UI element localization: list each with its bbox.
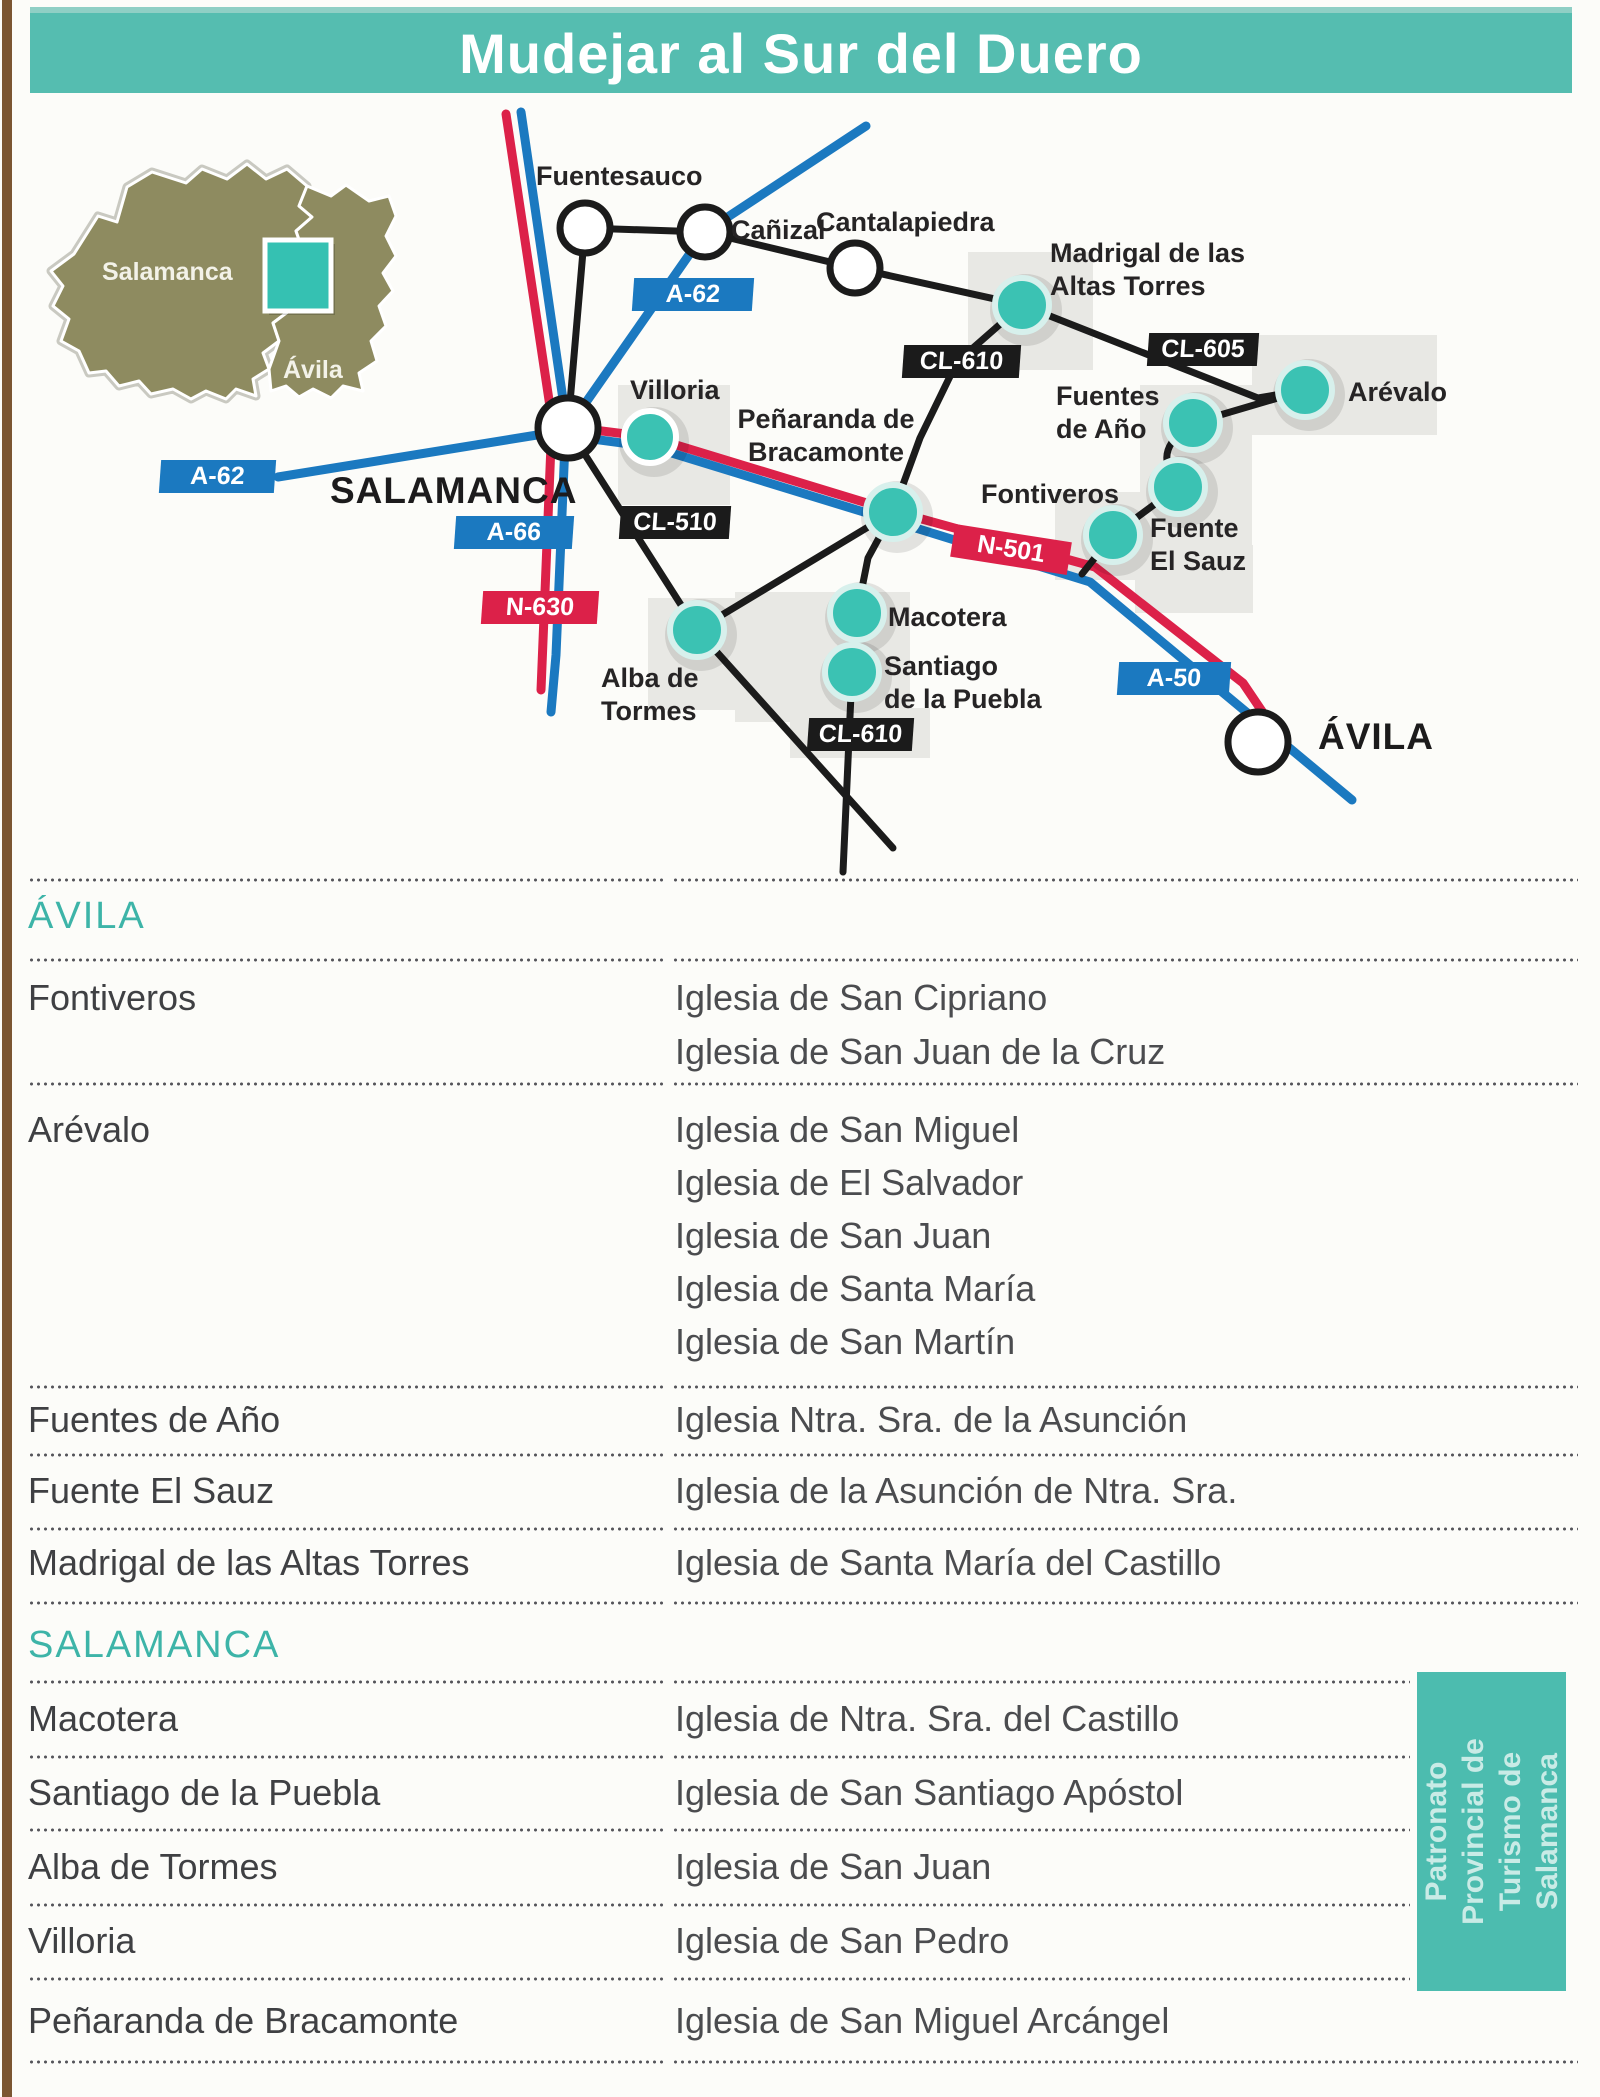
map-label-fuentes-line1: Fuentes bbox=[1056, 381, 1160, 411]
table-town-penaranda: Peñaranda de Bracamonte bbox=[28, 2000, 459, 2041]
divider bbox=[672, 958, 1578, 962]
table-town-fontiveros: Fontiveros bbox=[28, 977, 197, 1018]
map-label-madrigal-line2: Altas Torres bbox=[1050, 271, 1206, 301]
divider bbox=[28, 1453, 665, 1457]
divider bbox=[672, 1977, 1410, 1981]
map-label-sauz-line2: El Sauz bbox=[1150, 546, 1247, 576]
map-label-madrigal bbox=[1050, 237, 1245, 303]
page-title: Mudejar al Sur del Duero bbox=[459, 21, 1143, 85]
map-label-fuente-el-sauz bbox=[1150, 512, 1246, 578]
church-item: Iglesia Ntra. Sra. de la Asunción bbox=[675, 1399, 1188, 1440]
table-churches-madrigal bbox=[675, 1536, 1221, 1590]
map-node-fuentesauco bbox=[560, 203, 610, 253]
map-label-villoria: Villoria bbox=[630, 375, 720, 405]
table-churches-macotera bbox=[675, 1692, 1179, 1746]
church-item: Iglesia de San Juan bbox=[675, 1215, 992, 1256]
map-label-fuentesauco: Fuentesauco bbox=[536, 161, 703, 191]
map-node-penaranda bbox=[866, 485, 920, 539]
table-town-alba: Alba de Tormes bbox=[28, 1846, 278, 1887]
divider bbox=[672, 1601, 1578, 1605]
map-label-madrigal-line1: Madrigal de las bbox=[1050, 238, 1246, 268]
map-label-penaranda bbox=[736, 403, 916, 469]
divider bbox=[28, 1385, 665, 1389]
church-item: Iglesia de San Miguel Arcángel bbox=[675, 2000, 1170, 2041]
map-label-canizal: Cañizal bbox=[731, 215, 826, 245]
church-item: Iglesia de San Martín bbox=[675, 1321, 1016, 1362]
banner-line: Salamanca bbox=[1530, 1753, 1564, 1910]
divider bbox=[672, 1082, 1578, 1086]
church-item: Iglesia de San Pedro bbox=[675, 1920, 1010, 1961]
road-label-cl510: CL-510 bbox=[619, 506, 731, 539]
church-item: Iglesia de San Cipriano bbox=[675, 977, 1048, 1018]
table-town-villoria: Villoria bbox=[28, 1920, 136, 1961]
road-label-cl605: CL-605 bbox=[1147, 333, 1259, 366]
inset-highlight-square bbox=[265, 240, 331, 311]
map-label-penaranda-line2: Bracamonte bbox=[747, 437, 905, 467]
table-town-madrigal: Madrigal de las Altas Torres bbox=[28, 1542, 470, 1583]
table-churches-penaranda bbox=[675, 1994, 1169, 2048]
table-churches-fuentes-de-ano bbox=[675, 1393, 1187, 1447]
church-item: Iglesia de San Juan de la Cruz bbox=[675, 1031, 1166, 1072]
map-node-avila bbox=[1228, 712, 1288, 772]
banner-line: Patronato bbox=[1419, 1761, 1453, 1902]
table-town-arevalo: Arévalo bbox=[28, 1109, 151, 1150]
divider bbox=[28, 1082, 665, 1086]
divider bbox=[672, 1527, 1578, 1531]
map-label-penaranda-line1: Peñaranda de bbox=[737, 404, 915, 434]
map-label-alba-line1: Alba de bbox=[601, 663, 699, 693]
divider bbox=[28, 1903, 665, 1907]
road-label-a66: A-66 bbox=[454, 516, 574, 549]
map-label-fuentes-de-ano bbox=[1056, 380, 1160, 446]
church-item: Iglesia de Ntra. Sra. del Castillo bbox=[675, 1698, 1180, 1739]
map-node-fontiveros bbox=[1086, 508, 1140, 562]
map-node-fuentes-de-ano bbox=[1166, 396, 1220, 450]
map-label-avila-city: ÁVILA bbox=[1318, 716, 1434, 757]
road-label-a62-west: A-62 bbox=[159, 460, 276, 493]
map-label-alba-line2: Tormes bbox=[601, 696, 697, 726]
divider bbox=[28, 958, 665, 962]
map-label-arevalo: Arévalo bbox=[1348, 377, 1448, 407]
map-label-sauz-line1: Fuente bbox=[1150, 513, 1239, 543]
divider bbox=[672, 1385, 1578, 1389]
map-node-canizal bbox=[680, 207, 730, 257]
table-churches-alba bbox=[675, 1840, 991, 1894]
map-label-salamanca-city: SALAMANCA bbox=[330, 470, 578, 511]
map-node-santiago bbox=[825, 645, 879, 699]
church-item: Iglesia de la Asunción de Ntra. Sra. bbox=[675, 1470, 1238, 1511]
tourism-credit-text bbox=[1417, 1672, 1566, 1991]
divider bbox=[28, 878, 665, 882]
table-town-santiago: Santiago de la Puebla bbox=[28, 1772, 381, 1813]
map-label-santiago-line1: Santiago bbox=[884, 651, 999, 681]
church-item: Iglesia de Santa María bbox=[675, 1268, 1036, 1309]
divider bbox=[672, 1828, 1410, 1832]
table-churches-santiago bbox=[675, 1766, 1183, 1820]
tourism-credit-banner bbox=[1417, 1672, 1566, 1991]
table-churches-fuente-el-sauz bbox=[675, 1464, 1237, 1518]
map-node-alba bbox=[670, 603, 724, 657]
table-churches-arevalo bbox=[675, 1103, 1035, 1368]
divider bbox=[28, 1527, 665, 1531]
map-node-madrigal bbox=[995, 278, 1049, 332]
road-label-cl610-bottom: CL-610 bbox=[807, 718, 914, 751]
map-node-macotera bbox=[830, 586, 884, 640]
divider bbox=[672, 1680, 1410, 1684]
divider bbox=[672, 878, 1578, 882]
map-label-alba bbox=[601, 662, 699, 728]
divider bbox=[28, 1601, 665, 1605]
road-label-cl610-top: CL-610 bbox=[902, 345, 1021, 378]
road-label-a50: A-50 bbox=[1117, 662, 1231, 695]
map-label-macotera: Macotera bbox=[888, 602, 1007, 632]
map-label-santiago bbox=[884, 650, 1042, 716]
divider bbox=[672, 1903, 1410, 1907]
map-label-santiago-line2: de la Puebla bbox=[884, 684, 1042, 714]
church-item: Iglesia de Santa María del Castillo bbox=[675, 1542, 1222, 1583]
church-item: Iglesia de El Salvador bbox=[675, 1162, 1024, 1203]
banner-line: Turismo de bbox=[1493, 1751, 1527, 1912]
divider bbox=[28, 2060, 665, 2064]
divider bbox=[28, 1828, 665, 1832]
divider bbox=[28, 1977, 665, 1981]
divider bbox=[672, 1453, 1578, 1457]
divider bbox=[28, 1680, 665, 1684]
banner-line: Provincial de bbox=[1456, 1738, 1490, 1925]
inset-label-salamanca: Salamanca bbox=[102, 258, 233, 286]
table-town-macotera: Macotera bbox=[28, 1698, 179, 1739]
divider bbox=[672, 2060, 1578, 2064]
road-label-n501: N-501 bbox=[950, 524, 1072, 575]
map-node-fuente-el-sauz bbox=[1151, 460, 1205, 514]
divider bbox=[28, 1755, 665, 1759]
section-header-salamanca: SALAMANCA bbox=[28, 1624, 281, 1666]
map-node-arevalo bbox=[1278, 363, 1332, 417]
divider bbox=[672, 1755, 1410, 1759]
map-node-cantalapiedra bbox=[830, 243, 880, 293]
table-churches-fontiveros bbox=[675, 971, 1165, 1079]
map-node-salamanca bbox=[538, 398, 598, 458]
map-label-fuentes-line2: de Año bbox=[1056, 414, 1147, 444]
map-label-cantalapiedra: Cantalapiedra bbox=[816, 207, 995, 237]
table-churches-villoria bbox=[675, 1914, 1009, 1968]
map-label-fontiveros: Fontiveros bbox=[981, 479, 1120, 509]
inset-label-avila: Ávila bbox=[283, 356, 343, 384]
church-item: Iglesia de San Miguel bbox=[675, 1109, 1020, 1150]
road-label-n630: N-630 bbox=[481, 591, 599, 624]
church-item: Iglesia de San Juan bbox=[675, 1846, 992, 1887]
section-header-avila: ÁVILA bbox=[28, 895, 146, 937]
church-item: Iglesia de San Santiago Apóstol bbox=[675, 1772, 1184, 1813]
table-town-fuentes-de-ano: Fuentes de Año bbox=[28, 1399, 281, 1440]
map-node-villoria bbox=[624, 411, 676, 463]
road-label-a62-ne: A-62 bbox=[632, 278, 754, 311]
table-town-fuente-el-sauz: Fuente El Sauz bbox=[28, 1470, 275, 1511]
